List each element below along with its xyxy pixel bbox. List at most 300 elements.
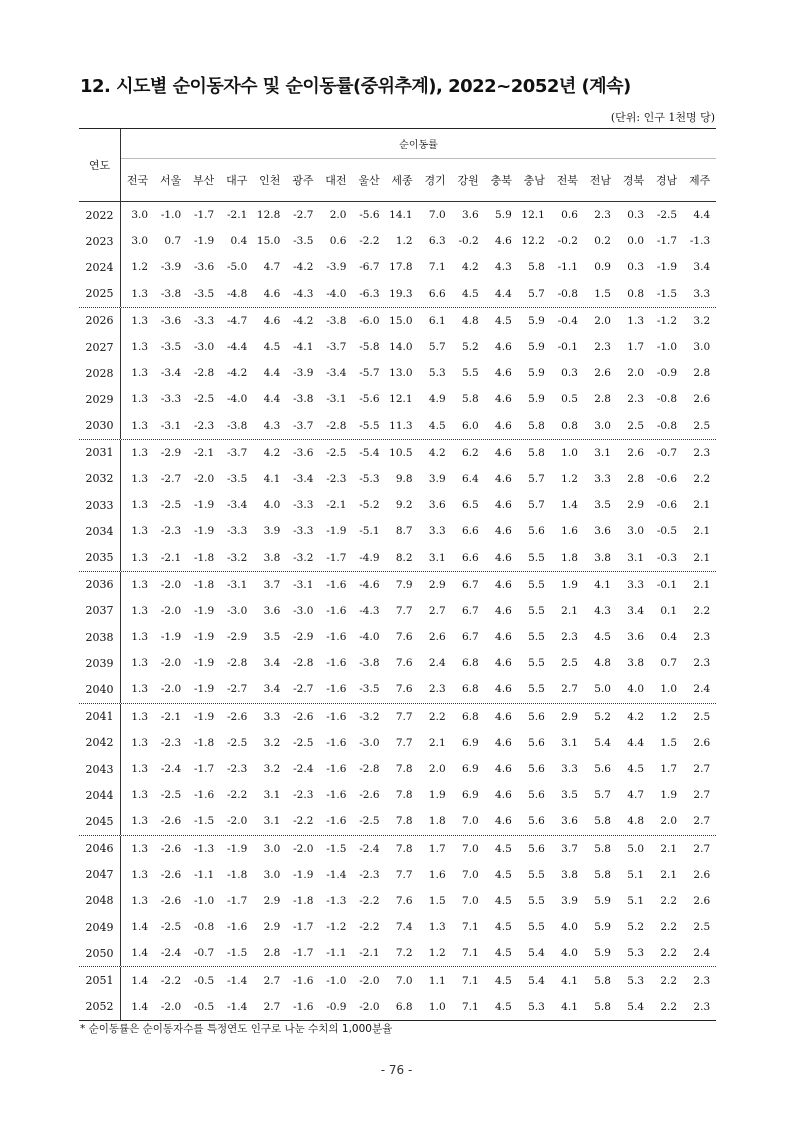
year-cell: 2039	[79, 650, 121, 676]
value-cell: 4.6	[263, 314, 281, 327]
value-cell: 2.4	[428, 657, 446, 670]
value-cell: -1.6	[193, 789, 215, 802]
value-cell: -1.9	[193, 631, 215, 644]
data-table	[79, 128, 716, 1021]
table-row	[79, 334, 716, 360]
value-cell: -1.8	[293, 894, 314, 907]
value-cell: -1.6	[326, 789, 347, 802]
year-cell: 2035	[79, 544, 121, 570]
value-cell: 5.8	[528, 261, 545, 274]
value-cell: -2.5	[293, 736, 314, 749]
value-cell: 3.9	[428, 472, 446, 485]
value-cell: 3.5	[561, 789, 578, 802]
value-cell: 2.0	[594, 314, 611, 327]
table-row	[79, 650, 716, 676]
table-row	[79, 940, 716, 967]
value-cell: -1.6	[326, 683, 347, 696]
value-cell: 2.0	[660, 815, 678, 828]
value-cell: 7.8	[395, 815, 413, 828]
value-cell: 5.2	[627, 921, 644, 934]
value-cell: -2.3	[359, 868, 380, 881]
value-cell: 5.6	[528, 525, 545, 538]
value-cell: -5.8	[359, 341, 380, 354]
value-cell: 5.6	[528, 789, 545, 802]
value-cell: 6.8	[461, 657, 479, 670]
value-cell: 7.8	[395, 763, 413, 776]
year-cell: 2043	[79, 756, 121, 782]
value-cell: -4.2	[227, 367, 248, 380]
year-cell: 2023	[79, 228, 121, 254]
value-cell: 1.7	[428, 842, 446, 855]
value-cell: -3.3	[160, 393, 182, 406]
year-cell: 2022	[79, 202, 121, 228]
value-cell: -2.1	[227, 209, 248, 222]
value-cell: 19.3	[389, 287, 413, 300]
value-cell: 1.4	[131, 974, 149, 987]
value-cell: -2.1	[160, 710, 182, 723]
value-cell: -1.6	[293, 1000, 314, 1013]
value-cell: -3.0	[193, 341, 215, 354]
value-cell: -2.1	[160, 551, 182, 564]
value-cell: 4.0	[627, 683, 644, 696]
year-cell: 2033	[79, 492, 121, 518]
value-cell: 6.7	[461, 578, 479, 591]
value-cell: -4.9	[359, 551, 380, 564]
value-cell: 4.0	[561, 921, 578, 934]
value-cell: -3.7	[326, 341, 347, 354]
value-cell: -5.6	[359, 393, 380, 406]
value-cell: -3.5	[293, 235, 314, 248]
value-cell: 7.0	[428, 209, 446, 222]
value-cell: 5.8	[528, 419, 545, 432]
value-cell: 1.4	[131, 947, 149, 960]
value-cell: 2.7	[693, 842, 711, 855]
value-cell: -3.3	[293, 499, 314, 512]
value-cell: 7.1	[461, 921, 479, 934]
value-cell: 1.3	[131, 287, 149, 300]
value-cell: 2.1	[693, 525, 711, 538]
value-cell: 4.4	[693, 209, 711, 222]
value-cell: -4.2	[293, 314, 314, 327]
value-cell: 3.1	[594, 446, 611, 459]
value-cell: 0.6	[329, 235, 347, 248]
value-cell: 5.7	[594, 789, 611, 802]
value-cell: -1.3	[193, 842, 215, 855]
year-cell: 2031	[79, 440, 121, 466]
value-cell: 5.1	[627, 868, 644, 881]
year-cell: 2025	[79, 281, 121, 307]
value-cell: 4.6	[495, 736, 512, 749]
value-cell: 5.9	[528, 314, 545, 327]
value-cell: -3.6	[293, 446, 314, 459]
value-cell: 2.2	[428, 710, 446, 723]
value-cell: 0.8	[627, 287, 644, 300]
value-cell: -5.3	[359, 472, 380, 485]
value-cell: 1.0	[561, 446, 578, 459]
value-cell: -4.4	[227, 341, 248, 354]
value-cell: -3.9	[293, 367, 314, 380]
value-cell: -4.3	[293, 287, 314, 300]
value-cell: -1.0	[193, 894, 215, 907]
value-cell: -1.4	[227, 974, 248, 987]
value-cell: 3.0	[594, 419, 611, 432]
value-cell: 4.6	[495, 683, 512, 696]
value-cell: 3.4	[263, 683, 281, 696]
value-cell: 3.9	[561, 894, 578, 907]
value-cell: -3.8	[160, 287, 182, 300]
value-cell: -2.3	[193, 419, 215, 432]
value-cell: 3.3	[594, 472, 611, 485]
value-cell: -2.6	[160, 842, 182, 855]
value-cell: -1.9	[193, 710, 215, 723]
value-cell: -0.6	[656, 472, 678, 485]
value-cell: 0.9	[594, 261, 611, 274]
value-cell: 2.7	[263, 974, 281, 987]
value-cell: 6.4	[461, 472, 479, 485]
value-cell: 3.1	[263, 789, 281, 802]
value-cell: -2.9	[160, 446, 182, 459]
value-cell: -1.9	[193, 683, 215, 696]
value-cell: 0.3	[627, 209, 644, 222]
value-cell: -2.5	[656, 209, 678, 222]
value-cell: -2.0	[160, 604, 182, 617]
value-cell: -3.6	[160, 314, 182, 327]
value-cell: 2.3	[627, 393, 644, 406]
value-cell: 1.3	[131, 631, 149, 644]
value-cell: -1.3	[689, 235, 711, 248]
value-cell: 5.8	[594, 974, 611, 987]
value-cell: 1.6	[561, 525, 578, 538]
value-cell: 2.9	[428, 578, 446, 591]
value-cell: 5.0	[594, 683, 611, 696]
value-cell: -0.2	[557, 235, 578, 248]
value-cell: 4.4	[263, 367, 281, 380]
value-cell: 3.1	[263, 815, 281, 828]
value-cell: 3.1	[561, 736, 578, 749]
value-cell: 4.1	[561, 1000, 578, 1013]
value-cell: 2.2	[660, 974, 678, 987]
value-cell: 1.0	[660, 683, 678, 696]
value-cell: -5.0	[227, 261, 248, 274]
value-cell: 1.4	[131, 921, 149, 934]
value-cell: -2.5	[326, 446, 347, 459]
value-cell: 4.2	[263, 446, 281, 459]
value-cell: 7.8	[395, 789, 413, 802]
value-cell: 2.6	[693, 736, 711, 749]
value-cell: 7.4	[395, 921, 413, 934]
value-cell: 5.4	[528, 947, 545, 960]
value-cell: 4.6	[495, 393, 512, 406]
value-cell: -6.3	[359, 287, 380, 300]
value-cell: -0.8	[557, 287, 578, 300]
table-row	[79, 228, 716, 254]
value-cell: -1.5	[193, 815, 215, 828]
value-cell: -0.3	[656, 551, 678, 564]
value-cell: 2.5	[561, 657, 578, 670]
value-cell: 2.6	[627, 446, 644, 459]
value-cell: 4.4	[495, 287, 512, 300]
header-main	[121, 129, 716, 201]
value-cell: 1.3	[131, 683, 149, 696]
year-cell: 2027	[79, 334, 121, 360]
value-cell: -2.5	[193, 393, 215, 406]
region-header: 대구	[226, 174, 248, 187]
value-cell: 7.0	[461, 894, 479, 907]
value-cell: -1.1	[326, 947, 347, 960]
value-cell: -2.2	[293, 815, 314, 828]
value-cell: -3.5	[227, 472, 248, 485]
value-cell: 3.6	[263, 604, 281, 617]
value-cell: 4.5	[263, 341, 281, 354]
value-cell: -1.3	[326, 894, 347, 907]
value-cell: -4.8	[227, 287, 248, 300]
value-cell: -1.7	[293, 921, 314, 934]
value-cell: 4.6	[495, 657, 512, 670]
value-cell: 0.1	[660, 604, 678, 617]
value-cell: -1.8	[193, 736, 215, 749]
value-cell: 3.3	[561, 763, 578, 776]
value-cell: 17.8	[389, 261, 413, 274]
region-header: 대전	[325, 174, 347, 187]
year-column-header: 연도	[79, 129, 121, 201]
value-cell: 5.9	[495, 209, 512, 222]
value-cell: -2.6	[359, 789, 380, 802]
value-cell: 6.6	[428, 287, 446, 300]
value-cell: 4.5	[461, 287, 479, 300]
value-cell: 2.6	[594, 367, 611, 380]
region-header: 충북	[490, 174, 512, 187]
value-cell: 1.3	[131, 894, 149, 907]
value-cell: -2.6	[160, 815, 182, 828]
value-cell: -4.0	[227, 393, 248, 406]
value-cell: -1.0	[656, 341, 678, 354]
value-cell: 2.5	[693, 921, 711, 934]
value-cell: 1.3	[131, 551, 149, 564]
value-cell: 0.7	[660, 657, 678, 670]
value-cell: 2.7	[693, 815, 711, 828]
value-cell: 3.0	[131, 209, 149, 222]
value-cell: 7.0	[461, 815, 479, 828]
value-cell: 1.7	[627, 341, 644, 354]
value-cell: 5.8	[594, 842, 611, 855]
value-cell: 4.0	[561, 947, 578, 960]
value-cell: 0.3	[561, 367, 578, 380]
value-cell: 4.6	[495, 551, 512, 564]
value-cell: 1.6	[428, 868, 446, 881]
value-cell: 0.0	[627, 235, 644, 248]
value-cell: 1.2	[131, 261, 149, 274]
value-cell: -0.2	[458, 235, 479, 248]
value-cell: -3.3	[293, 525, 314, 538]
table-row	[79, 888, 716, 914]
year-cell: 2036	[79, 572, 121, 598]
value-cell: 6.1	[428, 314, 446, 327]
value-cell: -0.7	[656, 446, 678, 459]
value-cell: 2.1	[693, 551, 711, 564]
value-cell: 2.7	[561, 683, 578, 696]
value-cell: 5.9	[528, 367, 545, 380]
value-cell: 4.8	[627, 815, 644, 828]
value-cell: -1.7	[293, 947, 314, 960]
value-cell: 12.1	[389, 393, 413, 406]
value-cell: 1.2	[561, 472, 578, 485]
value-cell: 7.6	[395, 631, 413, 644]
value-cell: -2.1	[359, 947, 380, 960]
value-cell: -3.5	[193, 287, 215, 300]
value-cell: 2.1	[561, 604, 578, 617]
value-cell: 3.8	[561, 868, 578, 881]
table-row	[79, 730, 716, 756]
value-cell: 8.7	[395, 525, 413, 538]
value-cell: 2.2	[660, 947, 678, 960]
table-body	[79, 202, 716, 1020]
value-cell: 7.6	[395, 683, 413, 696]
value-cell: -2.0	[160, 578, 182, 591]
value-cell: -0.1	[656, 578, 678, 591]
value-cell: -3.0	[227, 604, 248, 617]
value-cell: 1.4	[131, 1000, 149, 1013]
value-cell: 3.3	[428, 525, 446, 538]
value-cell: 1.2	[428, 947, 446, 960]
value-cell: 7.7	[395, 710, 413, 723]
value-cell: -3.4	[160, 367, 182, 380]
value-cell: -1.5	[326, 842, 347, 855]
value-cell: 0.7	[164, 235, 182, 248]
table-row	[79, 598, 716, 624]
value-cell: 6.2	[461, 446, 479, 459]
year-cell: 2050	[79, 940, 121, 966]
year-cell: 2042	[79, 730, 121, 756]
value-cell: 2.2	[693, 472, 711, 485]
value-cell: 2.3	[594, 341, 611, 354]
value-cell: -1.9	[227, 842, 248, 855]
value-cell: 5.7	[528, 287, 545, 300]
value-cell: 5.6	[594, 763, 611, 776]
value-cell: -0.4	[557, 314, 578, 327]
value-cell: 6.9	[461, 789, 479, 802]
value-cell: -3.1	[160, 419, 182, 432]
value-cell: 5.6	[528, 736, 545, 749]
value-cell: -1.4	[227, 1000, 248, 1013]
table-row	[79, 994, 716, 1020]
value-cell: -0.5	[656, 525, 678, 538]
value-cell: -4.2	[293, 261, 314, 274]
value-cell: -2.6	[160, 894, 182, 907]
table-row	[79, 782, 716, 808]
value-cell: 2.5	[693, 710, 711, 723]
value-cell: -1.1	[193, 868, 215, 881]
value-cell: -1.9	[293, 868, 314, 881]
value-cell: 4.5	[495, 894, 512, 907]
value-cell: 1.3	[131, 604, 149, 617]
value-cell: 3.0	[693, 341, 711, 354]
value-cell: 4.3	[594, 604, 611, 617]
value-cell: 5.5	[528, 921, 545, 934]
value-cell: -2.6	[160, 868, 182, 881]
value-cell: 7.0	[461, 868, 479, 881]
value-cell: 4.2	[627, 710, 644, 723]
value-cell: -1.0	[326, 974, 347, 987]
value-cell: -2.1	[326, 499, 347, 512]
value-cell: 4.6	[495, 499, 512, 512]
value-cell: 4.2	[461, 261, 479, 274]
value-cell: 6.3	[428, 235, 446, 248]
value-cell: -1.7	[227, 894, 248, 907]
value-cell: -0.1	[557, 341, 578, 354]
value-cell: 2.0	[428, 763, 446, 776]
value-cell: 2.2	[660, 1000, 678, 1013]
value-cell: 0.2	[594, 235, 611, 248]
value-cell: -1.7	[656, 235, 678, 248]
value-cell: -4.6	[359, 578, 380, 591]
region-header: 부산	[193, 174, 215, 187]
value-cell: 4.6	[495, 472, 512, 485]
value-cell: 1.5	[594, 287, 611, 300]
value-cell: -5.4	[359, 446, 380, 459]
value-cell: 1.9	[428, 789, 446, 802]
value-cell: 5.5	[528, 578, 545, 591]
value-cell: 2.8	[594, 393, 611, 406]
value-cell: -5.1	[359, 525, 380, 538]
value-cell: 5.8	[594, 815, 611, 828]
table-row	[79, 413, 716, 440]
value-cell: -1.2	[326, 921, 347, 934]
value-cell: 2.1	[428, 736, 446, 749]
region-header: 경남	[655, 174, 678, 187]
value-cell: 7.1	[461, 1000, 479, 1013]
year-cell: 2041	[79, 704, 121, 730]
value-cell: 1.1	[428, 974, 446, 987]
value-cell: 1.3	[131, 314, 149, 327]
value-cell: 0.8	[561, 419, 578, 432]
value-cell: 0.3	[627, 261, 644, 274]
value-cell: 3.0	[131, 235, 149, 248]
value-cell: 1.3	[131, 446, 149, 459]
value-cell: 2.2	[693, 604, 711, 617]
value-cell: -1.9	[193, 499, 215, 512]
value-cell: 1.3	[131, 815, 149, 828]
value-cell: 2.8	[627, 472, 644, 485]
value-cell: 4.2	[428, 446, 446, 459]
table-row	[79, 202, 716, 228]
value-cell: -2.7	[293, 683, 314, 696]
value-cell: -0.8	[656, 419, 678, 432]
value-cell: 3.6	[561, 815, 578, 828]
value-cell: -2.7	[160, 472, 182, 485]
value-cell: 3.8	[263, 551, 281, 564]
value-cell: 6.5	[461, 499, 479, 512]
value-cell: 12.1	[521, 209, 545, 222]
value-cell: 5.6	[528, 842, 545, 855]
value-cell: -1.6	[326, 710, 347, 723]
value-cell: 5.8	[594, 868, 611, 881]
value-cell: -3.1	[227, 578, 248, 591]
value-cell: -2.2	[359, 894, 380, 907]
value-cell: 1.3	[131, 499, 149, 512]
value-cell: 1.0	[428, 1000, 446, 1013]
page-number: - 76 -	[380, 1063, 413, 1077]
value-cell: 4.6	[495, 367, 512, 380]
table-row	[79, 360, 716, 386]
value-cell: 5.3	[428, 367, 446, 380]
value-cell: 7.7	[395, 736, 413, 749]
value-cell: -3.3	[193, 314, 215, 327]
value-cell: -1.6	[326, 657, 347, 670]
value-cell: 1.7	[660, 763, 678, 776]
value-cell: -0.9	[656, 367, 678, 380]
value-cell: -1.2	[656, 314, 678, 327]
value-cell: 5.2	[594, 710, 611, 723]
